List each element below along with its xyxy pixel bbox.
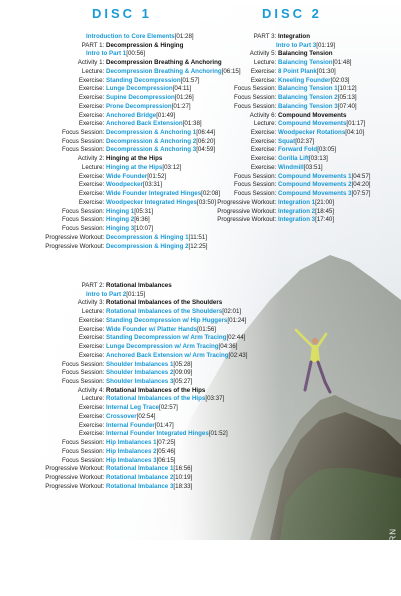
track-row [79, 190, 220, 198]
track-title: Compound Movements [278, 120, 347, 128]
track-row [79, 404, 178, 412]
track-duration: [04:36] [218, 343, 238, 351]
track-row [251, 129, 364, 137]
track-row [78, 155, 163, 163]
track-title: Hinging at the Hips [106, 163, 163, 171]
track-duration: [01:52] [208, 430, 228, 438]
track-row [62, 129, 215, 137]
track-title: Decompression & Anchoring 1 [106, 129, 197, 137]
track-title: Anchored Back Extension w/ Arm Tracing [106, 351, 229, 359]
track-row [79, 94, 194, 102]
track-title: Hinging 3 [106, 225, 135, 233]
track-label: Exercise: [78, 325, 106, 333]
track-label: Exercise: [78, 94, 106, 102]
track-row [250, 50, 333, 58]
track-title: Gorilla Lift [278, 155, 309, 163]
track-row [251, 155, 328, 163]
track-duration: [03:37] [205, 395, 225, 403]
track-label: Exercise: [78, 421, 106, 429]
track-title: Rotational Imbalance 3 [106, 482, 174, 490]
track-label: Exercise: [78, 120, 106, 128]
track-title: Rotational Imbalances of the Hips [106, 395, 206, 403]
track-label: Focus Session: [233, 172, 278, 180]
track-duration: [01:15] [126, 290, 146, 298]
track-row [217, 199, 334, 207]
track-row [234, 190, 371, 198]
track-title: Anchored Bridge [106, 111, 157, 119]
track-row [86, 50, 145, 58]
track-title: Forward Fold [278, 146, 318, 154]
disc-2-title: DISC 2 [262, 6, 322, 21]
track-duration: [06:15] [221, 67, 241, 75]
track-duration: [03:31] [143, 181, 162, 189]
track-label: Lecture: [81, 163, 106, 171]
track-row [45, 483, 192, 491]
track-label: Progressive Workout: [45, 242, 106, 250]
track-duration: [02:37] [295, 137, 315, 145]
track-label: Focus Session: [61, 439, 106, 447]
track-label: Lecture: [253, 59, 278, 67]
track-row [78, 59, 222, 67]
track-label: Focus Session: [233, 190, 278, 198]
track-label: Progressive Workout: [45, 465, 106, 473]
track-label: Activity 1: [77, 59, 106, 67]
track-title: Hip Imbalances 3 [106, 456, 157, 464]
track-row [78, 387, 206, 395]
track-duration: [09:09] [173, 369, 193, 377]
track-title: Balancing Tension 3 [278, 102, 338, 110]
track-label: Exercise: [250, 155, 278, 163]
track-label: Progressive Workout: [45, 233, 106, 241]
disc-1-title: DISC 1 [92, 6, 152, 21]
track-title: Hip Imbalances 1 [106, 439, 157, 447]
track-title: Compound Movements 3 [278, 190, 352, 198]
track-label: Focus Session: [61, 456, 106, 464]
track-title: Internal Leg Trace [106, 404, 159, 412]
track-label: Exercise: [250, 67, 278, 75]
track-duration: [6:36] [134, 216, 150, 224]
track-duration: [06:15] [156, 456, 176, 464]
track-label: Exercise: [78, 85, 106, 93]
track-row [234, 103, 357, 111]
track-label: Exercise: [78, 198, 106, 206]
track-duration: [16:56] [173, 465, 193, 473]
track-duration: [01:17] [346, 120, 366, 128]
track-row [82, 42, 184, 50]
track-duration: [18:33] [173, 482, 193, 490]
track-duration: [01:27] [171, 102, 191, 110]
track-row [79, 173, 166, 181]
track-row [62, 439, 176, 447]
track-title: Decompression & Hinging 1 [106, 233, 189, 241]
track-label: Exercise: [250, 163, 278, 171]
track-label: Focus Session: [61, 378, 106, 386]
track-label: Activity 2: [77, 155, 106, 163]
track-row [251, 68, 336, 76]
track-row [62, 448, 176, 456]
track-duration: [01:26] [174, 94, 194, 102]
track-title: Wide Founder w/ Platter Hands [106, 325, 198, 333]
track-row [79, 120, 202, 128]
track-title: Prone Decompression [106, 102, 172, 110]
track-label: Focus Session: [61, 369, 106, 377]
track-duration: [00:56] [126, 50, 146, 58]
track-label: Exercise: [78, 111, 106, 119]
track-duration: [02:54] [136, 412, 156, 420]
track-row [62, 361, 192, 369]
track-title: Wide Founder [106, 172, 148, 180]
track-title: Wide Founder Integrated Hinges [106, 190, 202, 198]
track-label: Activity 5: [249, 50, 278, 58]
track-label: PART 3: [253, 33, 278, 40]
track-title: Decompression Breathing & Anchoring [106, 67, 222, 75]
track-duration: [01:19] [316, 41, 336, 49]
track-title: Shoulder Imbalances 1 [106, 360, 174, 368]
track-row [254, 33, 310, 41]
track-label: Focus Session: [61, 447, 106, 455]
track-row [62, 225, 153, 233]
track-label: Exercise: [250, 137, 278, 145]
track-label: Exercise: [78, 316, 106, 324]
track-label: PART 1: [81, 41, 106, 49]
track-duration: [05:31] [134, 207, 154, 215]
track-label: Focus Session: [61, 146, 106, 154]
track-title: Balancing Tension 1 [278, 85, 338, 93]
track-row [250, 112, 347, 120]
track-label: Exercise: [78, 351, 106, 359]
section-heading: Hinging at the Hips [106, 155, 163, 163]
track-title: Kneeling Founder [278, 76, 331, 84]
track-row [254, 120, 365, 128]
track-row [79, 317, 246, 325]
track-duration: [05:13] [337, 94, 357, 102]
track-row [82, 282, 172, 290]
track-title: Standing Decompression w/ Arm Tracing [106, 334, 227, 342]
track-title: Decompression & Anchoring 3 [106, 146, 197, 154]
track-label: Exercise: [78, 76, 106, 84]
track-label: Progressive Workout: [45, 474, 106, 482]
track-row [234, 85, 357, 93]
track-title: Introduction to Core Elements [86, 33, 175, 40]
track-row [234, 173, 371, 181]
track-title: Hinging 1 [106, 207, 135, 215]
track-duration: [01:52] [147, 172, 167, 180]
track-duration: [04:20] [351, 181, 371, 189]
track-label: Focus Session: [61, 225, 106, 233]
track-row [79, 352, 248, 360]
track-title: Hip Imbalances 2 [106, 447, 157, 455]
track-title: Compound Movements 2 [278, 181, 352, 189]
track-label: Focus Session: [233, 85, 278, 93]
track-title: Intro to Part 2 [86, 290, 127, 298]
track-duration: [04:10] [345, 129, 365, 137]
track-duration: [01:24] [227, 316, 247, 324]
section-heading: Integration [278, 33, 310, 40]
track-row [251, 146, 336, 154]
track-title: Lunge Decompression [106, 85, 173, 93]
track-duration: [18:45] [315, 207, 335, 215]
track-duration: [03:13] [308, 155, 328, 163]
track-row [276, 42, 335, 50]
track-label: Exercise: [250, 129, 278, 137]
track-label: Exercise: [250, 146, 278, 154]
track-label: Exercise: [78, 343, 106, 351]
track-duration: [05:46] [156, 447, 176, 455]
track-row [62, 216, 150, 224]
track-row [79, 199, 216, 207]
track-duration: [02:08] [201, 190, 221, 198]
track-title: Integration 3 [278, 216, 316, 224]
track-duration: [03:12] [162, 163, 182, 171]
track-row [45, 234, 207, 242]
track-row [79, 77, 200, 85]
track-title: Compound Movements 1 [278, 172, 352, 180]
track-duration: [07:25] [156, 439, 176, 447]
track-duration: [05:27] [173, 378, 193, 386]
track-row [79, 413, 156, 421]
section-heading: Rotational Imbalances of the Hips [106, 386, 206, 394]
track-row [79, 112, 175, 120]
track-row [79, 334, 246, 342]
track-label: Exercise: [78, 102, 106, 110]
track-label: Activity 3: [77, 299, 106, 307]
track-duration: [04:59] [196, 146, 216, 154]
track-title: Integration 2 [278, 207, 316, 215]
track-duration: [21:00] [315, 198, 335, 206]
track-duration: [02:01] [222, 308, 242, 316]
track-duration: [03:50] [197, 198, 216, 206]
track-title: Intro to Part 3 [276, 41, 317, 49]
track-label: Activity 6: [249, 111, 278, 119]
track-duration: [03:05] [317, 146, 337, 154]
track-row [45, 465, 192, 473]
track-row [82, 308, 241, 316]
track-row [78, 299, 222, 307]
track-title: Windmill [278, 163, 304, 171]
section-heading: Decompression & Hinging [106, 41, 184, 49]
track-row [217, 216, 334, 224]
track-label: Focus Session: [233, 94, 278, 102]
track-title: Rotational Imbalances of the Shoulders [106, 308, 223, 316]
track-title: Integration 1 [278, 198, 316, 206]
track-label: Progressive Workout: [217, 216, 278, 224]
track-label: Lecture: [81, 395, 106, 403]
track-duration: [07:57] [351, 190, 371, 198]
track-row [254, 59, 352, 67]
track-duration: [01:56] [197, 325, 216, 333]
track-row [62, 146, 215, 154]
track-label: Exercise: [78, 334, 106, 342]
track-duration: [01:57] [180, 76, 200, 84]
track-row [62, 369, 192, 377]
track-duration: [04:57] [351, 172, 371, 180]
track-label: Exercise: [78, 181, 106, 189]
track-label: Exercise: [78, 404, 106, 412]
track-duration: [06:20] [196, 137, 216, 145]
track-row [79, 103, 191, 111]
section-heading: Rotational Imbalances of the Shoulders [106, 299, 223, 307]
track-title: Internal Founder [106, 421, 155, 429]
track-title: Shoulder Imbalances 2 [106, 369, 174, 377]
track-title: Intro to Part 1 [86, 50, 127, 58]
track-duration: [01:48] [332, 59, 352, 67]
track-row [62, 457, 176, 465]
track-row [82, 164, 181, 172]
track-row [251, 138, 314, 146]
track-label: Exercise: [78, 172, 106, 180]
track-label: Focus Session: [61, 207, 106, 215]
track-row [86, 291, 145, 299]
track-label: Progressive Workout: [45, 482, 106, 490]
track-title: Woodpecker [106, 181, 144, 189]
track-title: Woodpecker Rotations [278, 129, 346, 137]
track-label: PART 2: [81, 282, 106, 289]
track-duration: [10:12] [337, 85, 357, 93]
track-row [234, 181, 371, 189]
track-duration: [05:28] [173, 360, 193, 368]
track-title: Shoulder Imbalances 3 [106, 378, 174, 386]
track-row [79, 85, 191, 93]
track-duration: [10:19] [173, 474, 193, 482]
track-row [62, 138, 215, 146]
track-row [62, 208, 153, 216]
track-row [79, 326, 216, 334]
track-duration: [02:57] [158, 404, 178, 412]
track-title: Anchored Back Extension [106, 120, 183, 128]
track-label: Focus Session: [61, 129, 106, 137]
track-title: Decompression & Anchoring 2 [106, 137, 197, 145]
track-row [86, 33, 194, 41]
track-title: Crossover [106, 412, 137, 420]
track-title: Rotational Imbalance 2 [106, 474, 174, 482]
track-row [251, 164, 323, 172]
track-duration: [01:47] [154, 421, 174, 429]
track-duration: [01:38] [182, 120, 202, 128]
track-label: Lecture: [253, 120, 278, 128]
track-row [45, 474, 192, 482]
track-duration: [02:03] [330, 76, 350, 84]
track-duration: [01:28] [174, 33, 194, 40]
track-row [251, 77, 350, 85]
track-label: Exercise: [78, 412, 106, 420]
track-duration: [07:40] [337, 102, 357, 110]
track-label: Focus Session: [233, 181, 278, 189]
track-duration: [04:11] [172, 85, 192, 93]
track-label: Progressive Workout: [217, 207, 278, 215]
track-row [79, 343, 238, 351]
track-row [45, 243, 207, 251]
track-label: Progressive Workout: [217, 198, 278, 206]
track-label: Focus Session: [61, 360, 106, 368]
track-title: Standing Decompression [106, 76, 181, 84]
track-title: Balancing Tension 2 [278, 94, 338, 102]
track-duration: [06:44] [196, 129, 216, 137]
track-duration: [01:49] [156, 111, 176, 119]
track-row [79, 181, 162, 189]
track-label: Exercise: [78, 430, 106, 438]
track-title: Hinging 2 [106, 216, 135, 224]
track-row [62, 378, 192, 386]
track-title: Standing Decompression w/ Hip Huggers [106, 316, 228, 324]
track-row [79, 430, 228, 438]
track-row [217, 208, 334, 216]
track-row [82, 395, 224, 403]
track-row [82, 68, 241, 76]
track-label: Focus Session: [61, 137, 106, 145]
track-title: Balancing Tension [278, 59, 333, 67]
track-duration: [02:43] [228, 351, 248, 359]
track-title: Supine Decompression [106, 94, 175, 102]
track-duration: [02:44] [226, 334, 246, 342]
track-duration: [12:25] [188, 242, 208, 250]
track-label: Focus Session: [61, 216, 106, 224]
track-duration: [01:30] [316, 67, 336, 75]
section-heading: Compound Movements [278, 111, 347, 119]
track-duration: [03:51] [303, 163, 323, 171]
track-title: Woodpecker Integrated Hinges [106, 198, 197, 206]
track-label: Exercise: [250, 76, 278, 84]
track-label: Focus Session: [233, 102, 278, 110]
brand-logo: WANDERBORN [388, 528, 397, 596]
track-duration: [17:40] [315, 216, 335, 224]
section-heading: Rotational Imbalances [106, 282, 172, 289]
track-title: Lunge Decompression w/ Arm Tracing [106, 343, 219, 351]
section-heading: Balancing Tension [278, 50, 333, 58]
track-title: Decompression & Hinging 2 [106, 242, 189, 250]
track-title: Rotational Imbalance 1 [106, 465, 174, 473]
section-heading: Decompression Breathing & Anchoring [106, 59, 222, 67]
track-label: Exercise: [78, 190, 106, 198]
track-title: Squat [278, 137, 296, 145]
track-duration: [10:07] [134, 225, 154, 233]
track-title: 8 Point Plank [278, 67, 317, 75]
track-label: Lecture: [81, 308, 106, 316]
track-label: Lecture: [81, 67, 106, 75]
track-label: Activity 4: [77, 386, 106, 394]
track-row [234, 94, 357, 102]
track-title: Internal Founder Integrated Hinges [106, 430, 209, 438]
track-row [79, 422, 174, 430]
track-duration: [11:51] [188, 233, 207, 241]
